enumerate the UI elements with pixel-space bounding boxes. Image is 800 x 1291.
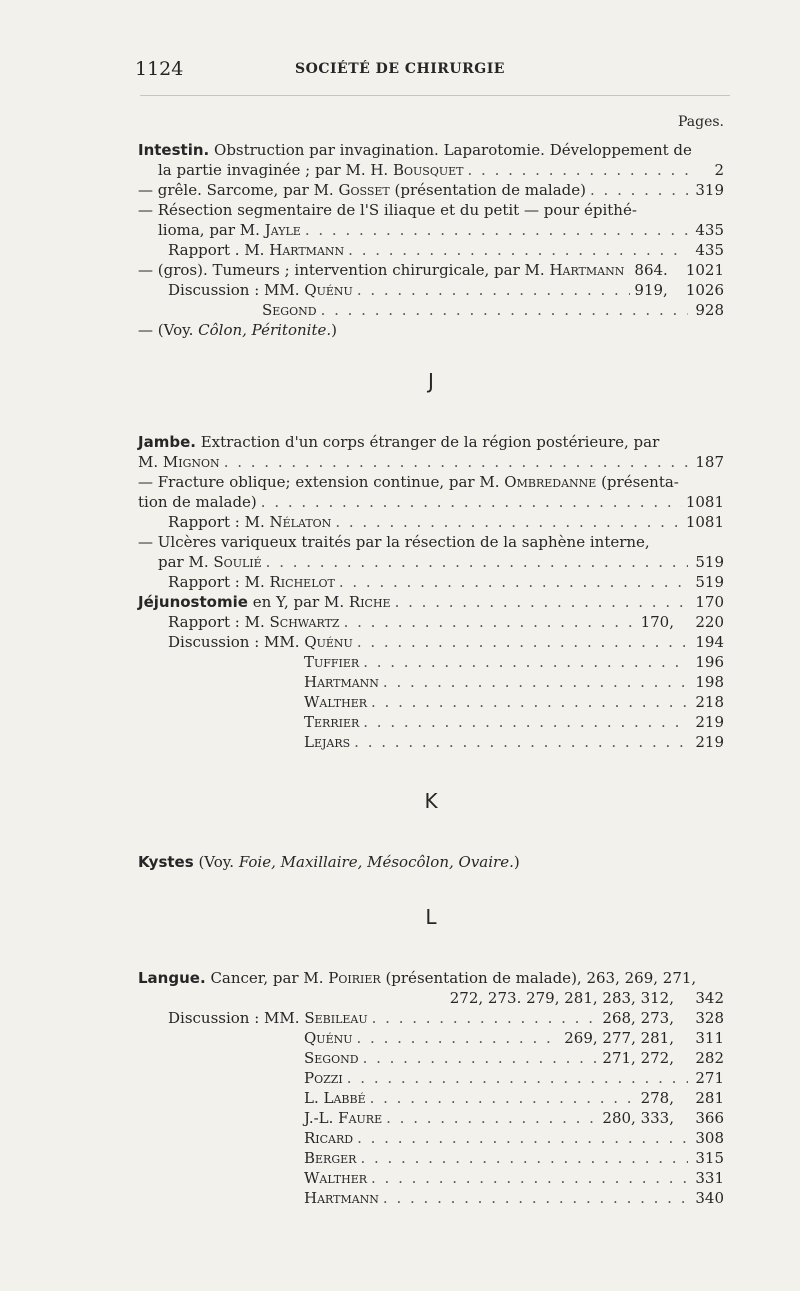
entry-text: Rapport : M. [168, 613, 265, 631]
entry-heading: Kystes [138, 853, 194, 871]
leader-dots [321, 300, 688, 320]
page-ref: 170 [695, 593, 724, 611]
entry-heading: Intestin. [138, 141, 210, 159]
leader-dots [628, 260, 630, 280]
entry-text: lioma, par M. [158, 221, 260, 239]
leader-dots [354, 732, 688, 752]
leader-dots [348, 240, 688, 260]
author-name: Ombredanne [504, 473, 597, 491]
page-ref: 269, 277, 281, [564, 1029, 674, 1047]
entry-text: tion de malade) [138, 493, 257, 511]
page-ref: 328 [695, 1009, 724, 1027]
leader-dots [363, 652, 688, 672]
entry-fracture-line2 [138, 492, 724, 512]
entry-discussant [138, 732, 724, 752]
author-name: Quénu [304, 281, 353, 299]
page-ref: 311 [695, 1029, 724, 1047]
page-ref: 315 [695, 1149, 724, 1167]
author-name: Nélaton [269, 513, 332, 531]
entry-intestin-line1 [138, 140, 724, 160]
page-ref: 340 [695, 1189, 724, 1207]
leader-dots [344, 612, 637, 632]
page-ref: 331 [695, 1169, 724, 1187]
entry-heading: Jambe. [138, 433, 196, 451]
page-ref: 919, [634, 281, 668, 299]
author-name: Walther [304, 693, 368, 711]
entry-ulceres-line2 [138, 552, 724, 572]
author-name: Riche [348, 593, 391, 611]
page-ref: 864. [634, 261, 668, 279]
entry-text: Rapport : M. [168, 513, 265, 531]
page-ref: 196 [695, 653, 724, 671]
leader-dots [357, 632, 688, 652]
page-ref: 278, [640, 1089, 674, 1107]
page-ref: 282 [695, 1049, 724, 1067]
entry-discussant [138, 1088, 724, 1108]
author-name: Hartmann [269, 241, 345, 259]
entry-text: — (Voy. [138, 321, 194, 339]
leader-dots [347, 1068, 688, 1088]
cross-reference: Foie, Maxillaire, Mésocôlon, Ovaire. [238, 853, 514, 871]
leader-dots [360, 1148, 688, 1168]
entry-heading: Jéjunostomie [138, 593, 248, 611]
author-name: Terrier [304, 713, 360, 731]
entry-voy-colon [138, 320, 724, 340]
page-ref: 280, 333, [602, 1109, 674, 1127]
pages-column-label: Pages. [677, 114, 724, 130]
leader-dots [339, 572, 688, 592]
entry-discussant [138, 1048, 724, 1068]
page-ref: 271, 272, [602, 1049, 674, 1067]
author-name: Hartmann [549, 261, 625, 279]
page-ref: 219 [695, 733, 724, 751]
entry-text: M. [138, 453, 159, 471]
leader-dots [383, 1188, 688, 1208]
leader-dots [372, 1008, 599, 1028]
page-ref: 1081 [685, 493, 724, 511]
entry-resection-line1: — Résection segmentaire de l'S iliaque et du petit — pour épithé- [138, 201, 637, 219]
entry-discussant [138, 1168, 724, 1188]
entry-text: ) [331, 321, 337, 339]
author-name: Jayle [264, 221, 301, 239]
leader-dots [357, 280, 631, 300]
entry-text: (Voy. [198, 853, 235, 871]
entry-discussant [138, 1028, 724, 1048]
entry-text: Rapport : M. [168, 573, 265, 591]
entry-text: Extraction d'un corps étranger de la région postérieure, par [200, 433, 660, 451]
index-content [138, 140, 724, 1208]
author-name: Poirier [328, 969, 381, 987]
entry-jambe-line2 [138, 452, 724, 472]
entry-discussion-sebileau [138, 1008, 724, 1028]
entry-text: (présenta- [601, 473, 679, 491]
page-ref: 435 [695, 221, 724, 239]
entry-grele [138, 180, 724, 200]
page-ref: 281 [695, 1089, 724, 1107]
entry-discussant [138, 1068, 724, 1088]
author-name: Tuffier [304, 653, 360, 671]
entry-text: Cancer, par M. [210, 969, 324, 987]
entry-gros [138, 260, 724, 280]
page-ref: 220 [695, 613, 724, 631]
entry-kystes [138, 852, 724, 872]
entry-ulceres-line1 [138, 532, 724, 552]
entry-text: la partie invaginée ; par M. H. [158, 161, 389, 179]
author-name: Segond [304, 1049, 359, 1067]
page-ref: 271 [695, 1069, 724, 1087]
header-rule [140, 95, 730, 96]
page-ref: 928 [695, 301, 724, 319]
page-ref: 1021 [685, 261, 724, 279]
entry-text: ) [513, 853, 520, 871]
author-name: Schwartz [269, 613, 340, 631]
page-ref: 268, 273, [602, 1009, 674, 1027]
page-ref: 198 [695, 673, 724, 691]
leader-dots [468, 160, 689, 180]
page-ref: 219 [695, 713, 724, 731]
entry-resection-line2 [138, 220, 724, 240]
page-ref: 342 [695, 989, 724, 1007]
entry-text: — Ulcères variqueux traités par la résection de la saphène interne, [138, 533, 650, 551]
author-name: Berger [304, 1149, 357, 1167]
entry-text: (présentation de malade), 263, 269, 271, [385, 969, 697, 987]
page-ref: 187 [695, 453, 724, 471]
entry-jambe-line1 [138, 432, 724, 452]
entry-text: Discussion : MM. [168, 1009, 300, 1027]
page-ref: 272, 273. 279, 281, 283, 312, [449, 989, 674, 1007]
entry-jejunostomie [138, 592, 724, 612]
author-name: Sebileau [304, 1009, 368, 1027]
leader-dots [357, 1028, 561, 1048]
author-name: Walther [304, 1169, 368, 1187]
page-ref: 366 [695, 1109, 724, 1127]
page-ref: 1081 [685, 513, 724, 531]
entry-discussant [138, 712, 724, 732]
cross-reference: Côlon, Péritonite. [198, 321, 332, 339]
leader-dots [363, 712, 688, 732]
leader-dots [590, 180, 688, 200]
author-name: Pozzi [304, 1069, 343, 1087]
entry-discussant [138, 1108, 724, 1128]
entry-discussion-quenu [138, 280, 724, 300]
entry-text: Obstruction par invagination. Laparotomie. Développement de [214, 141, 692, 159]
entry-intestin-line2 [138, 160, 724, 180]
page-ref: 218 [695, 693, 724, 711]
leader-dots [395, 592, 688, 612]
entry-rapport-hartmann [138, 240, 724, 260]
author-name: Quénu [304, 633, 353, 651]
entry-text: — grêle. Sarcome, par M. [138, 181, 334, 199]
leader-dots [261, 492, 682, 512]
running-header [0, 58, 800, 84]
page-ref: 319 [695, 181, 724, 199]
page-ref: 308 [695, 1129, 724, 1147]
entry-text: en Y, par M. [252, 593, 345, 611]
entry-fracture-line1 [138, 472, 724, 492]
leader-dots [335, 512, 682, 532]
page-ref: 2 [714, 161, 724, 179]
author-name: Richelot [269, 573, 335, 591]
page-ref: 435 [695, 241, 724, 259]
author-name: Soulié [213, 553, 262, 571]
author-name: L. Labbé [304, 1089, 366, 1107]
entry-discussant [138, 1148, 724, 1168]
leader-dots [383, 672, 688, 692]
entry-text: (présentation de malade) [394, 181, 586, 199]
leader-dots [224, 452, 688, 472]
leader-dots [386, 1108, 598, 1128]
running-title: SOCIÉTÉ DE CHIRURGIE [295, 61, 505, 77]
entry-text: Discussion : MM. [168, 633, 300, 651]
page-ref: 170, [640, 613, 674, 631]
author-name: Ricard [304, 1129, 354, 1147]
page-ref: 519 [695, 573, 724, 591]
entry-langue-line2 [138, 988, 724, 1008]
leader-dots [357, 1128, 688, 1148]
entry-langue-line1 [138, 968, 724, 988]
entry-heading: Langue. [138, 969, 206, 987]
leader-dots [370, 1088, 637, 1108]
section-letter-l: L [425, 905, 437, 929]
author-name: Lejars [304, 733, 351, 751]
leader-dots [371, 692, 688, 712]
leader-dots [266, 552, 688, 572]
entry-discussant [138, 1188, 724, 1208]
entry-discussant [138, 1128, 724, 1148]
entry-discussant [138, 672, 724, 692]
author-name: Hartmann [304, 1189, 379, 1207]
author-name: J.-L. Faure [304, 1109, 383, 1127]
entry-rapport-richelot [138, 572, 724, 592]
entry-rapport-nelaton [138, 512, 724, 532]
section-letter-j: J [428, 369, 434, 393]
leader-dots [371, 1168, 688, 1188]
entry-text: par M. [158, 553, 209, 571]
entry-discussant [138, 692, 724, 712]
entry-rapport-schwartz [138, 612, 724, 632]
entry-text: — (gros). Tumeurs ; intervention chirurgicale, par M. [138, 261, 545, 279]
entry-text: Discussion : MM. [168, 281, 300, 299]
section-letter-k: K [424, 789, 438, 813]
page-ref: 194 [695, 633, 724, 651]
leader-dots [305, 220, 688, 240]
author-name: Segond [262, 301, 317, 319]
author-name: Quénu [304, 1029, 353, 1047]
entry-text: — Fracture oblique; extension continue, par M. [138, 473, 500, 491]
page-number: 1124 [135, 58, 184, 80]
entry-text: Rapport . M. [168, 241, 265, 259]
leader-dots [363, 1048, 599, 1068]
author-name: Bousquet [392, 161, 464, 179]
author-name: Gosset [338, 181, 390, 199]
author-name: Hartmann [304, 673, 379, 691]
entry-discussion-jejuno [138, 632, 724, 652]
entry-discussant [138, 652, 724, 672]
author-name: Mignon [162, 453, 220, 471]
page-ref: 519 [695, 553, 724, 571]
page-ref: 1026 [685, 281, 724, 299]
entry-discussion-segond [138, 300, 724, 320]
